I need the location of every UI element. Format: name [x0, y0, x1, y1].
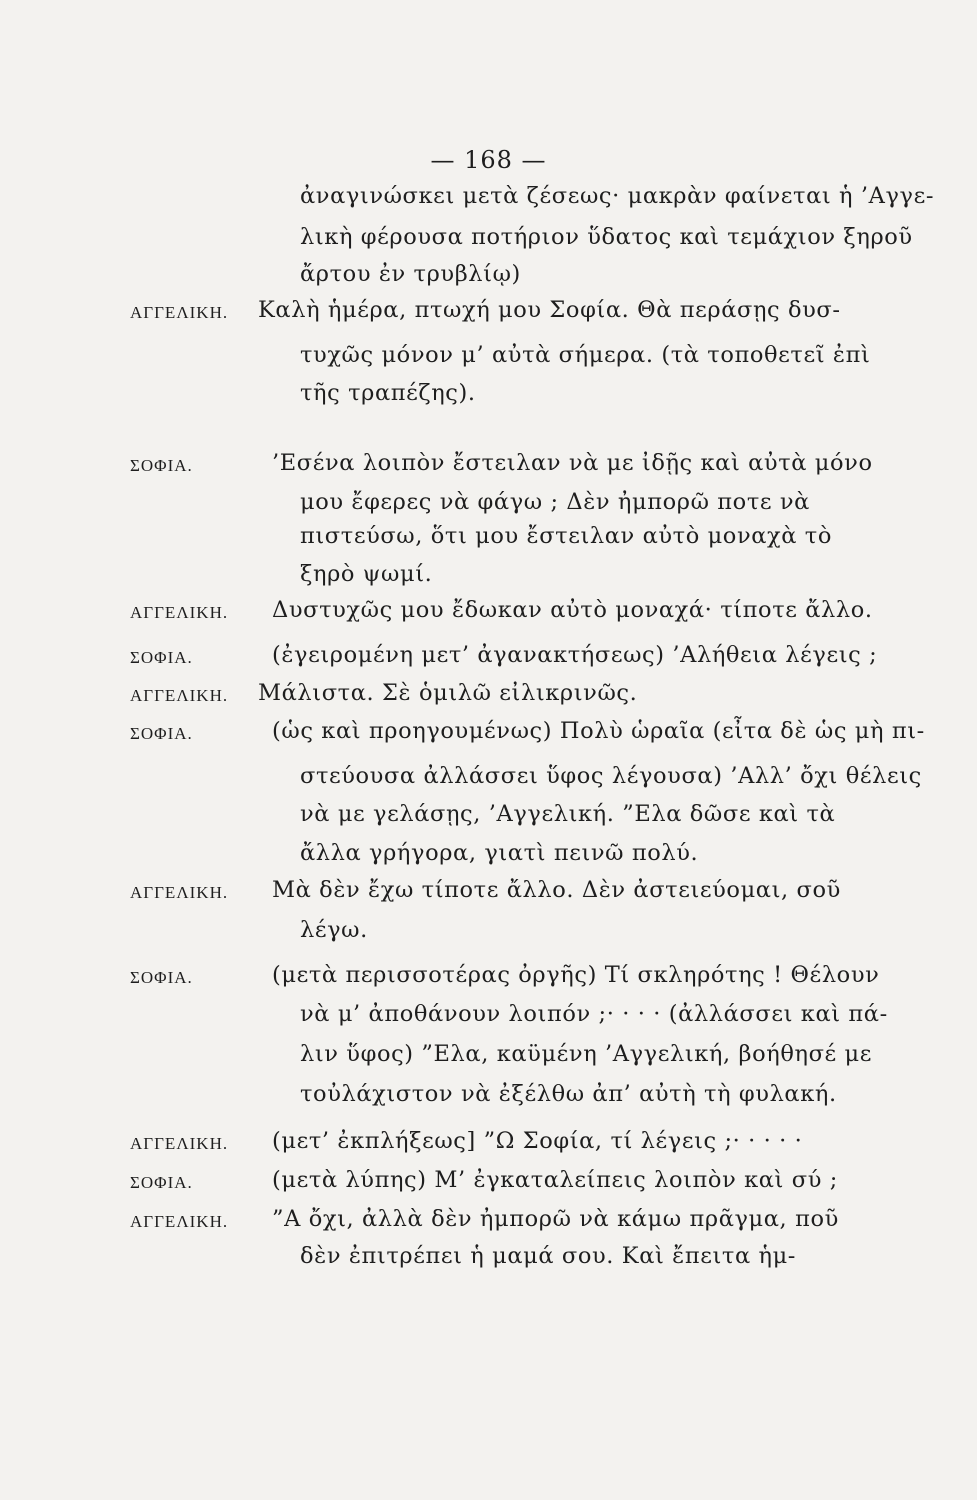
text-line: στεύουσα ἀλλάσσει ὕφος λέγουσα) ’Αλλ’ ὄχι θέλεις — [300, 763, 922, 789]
text-line: τοὐλάχιστον νὰ ἐξέλθω ἀπ’ αὐτὴ τὴ φυλακή. — [300, 1081, 837, 1107]
speaker-label: ΑΓΓΕΛΙΚΗ. — [130, 603, 229, 622]
text-line: δὲν ἐπιτρέπει ἡ μαμά σου. Καὶ ἔπειτα ἡμ- — [300, 1243, 797, 1269]
text-line: λικὴ φέρουσα ποτήριον ὕδατος καὶ τεμάχιον ξηροῦ — [300, 224, 913, 250]
text-line: νὰ με γελάσῃς, ’Αγγελική. ”Ελα δῶσε καὶ τὰ — [300, 801, 836, 827]
text-line: Μάλιστα. Σὲ ὁμιλῶ εἰλικρινῶς. — [258, 680, 638, 706]
speaker-label: ΑΓΓΕΛΙΚΗ. — [130, 883, 229, 902]
speaker-label: ΑΓΓΕΛΙΚΗ. — [130, 1212, 229, 1231]
text-line: ἄλλα γρήγορα, γιατὶ πεινῶ πολύ. — [300, 840, 699, 866]
text-line: ”Α ὄχι, ἀλλὰ δὲν ἠμπορῶ νὰ κάμω πρᾶγμα, ποῦ — [272, 1206, 839, 1232]
page-number: — 168 — — [430, 146, 547, 174]
text-line: τυχῶς μόνον μ’ αὐτὰ σήμερα. (τὰ τοποθετεῖ ἐπὶ — [300, 342, 871, 368]
speaker-label: ΑΓΓΕΛΙΚΗ. — [130, 303, 229, 322]
speaker-label: ΣΟΦΙΑ. — [130, 724, 193, 743]
text-line: πιστεύσω, ὅτι μου ἔστειλαν αὐτὸ μοναχὰ τὸ — [300, 523, 833, 549]
speaker-label: ΣΟΦΙΑ. — [130, 968, 193, 987]
text-line: Μὰ δὲν ἔχω τίποτε ἄλλο. Δὲν ἀστειεύομαι, σοῦ — [272, 877, 841, 903]
text-line: ξηρὸ ψωμί. — [300, 561, 433, 587]
text-line: λέγω. — [300, 917, 368, 943]
speaker-label: ΣΟΦΙΑ. — [130, 1173, 193, 1192]
speaker-label: ΑΓΓΕΛΙΚΗ. — [130, 686, 229, 705]
speaker-label: ΣΟΦΙΑ. — [130, 456, 193, 475]
text-line: (ἐγειρομένη μετ’ ἀγανακτήσεως) ’Αλήθεια λέγεις ; — [272, 642, 878, 668]
text-line: μου ἔφερες νὰ φάγω ; Δὲν ἠμπορῶ ποτε νὰ — [300, 489, 810, 515]
text-line: Καλὴ ἡμέρα, πτωχή μου Σοφία. Θὰ περάσῃς δυσ- — [258, 297, 841, 323]
text-line: (μετ’ ἐκπλήξεως] ”Ω Σοφία, τί λέγεις ;· · · · · — [272, 1128, 803, 1154]
text-line: ἀναγινώσκει μετὰ ζέσεως· μακρὰν φαίνεται ἡ ’Αγγε- — [300, 183, 935, 209]
text-line: ἄρτου ἐν τρυβλίῳ) — [300, 261, 521, 287]
text-line: (μετὰ λύπης) Μ’ ἐγκαταλείπεις λοιπὸν καὶ σύ ; — [272, 1167, 838, 1193]
text-line: ’Εσένα λοιπὸν ἔστειλαν νὰ με ἰδῇς καὶ αὐτὰ μόνο — [272, 450, 873, 476]
text-line: (ὡς καὶ προηγουμένως) Πολὺ ὡραῖα (εἶτα δὲ ὡς μὴ πι- — [272, 718, 925, 744]
text-line: νὰ μ’ ἀποθάνουν λοιπόν ;· · · · (ἀλλάσσει καὶ πά- — [300, 1001, 888, 1027]
text-line: (μετὰ περισσοτέρας ὀργῆς) Τί σκληρότης ! Θέλουν — [272, 962, 880, 988]
speaker-label: ΣΟΦΙΑ. — [130, 648, 193, 667]
text-line: τῆς τραπέζης). — [300, 380, 476, 406]
text-line: Δυστυχῶς μου ἔδωκαν αὐτὸ μοναχά· τίποτε ἄλλο. — [272, 597, 873, 623]
text-line: λιν ὕφος) ”Ελα, καϋμένη ’Αγγελική, βοήθησέ με — [300, 1041, 873, 1067]
speaker-label: ΑΓΓΕΛΙΚΗ. — [130, 1134, 229, 1153]
